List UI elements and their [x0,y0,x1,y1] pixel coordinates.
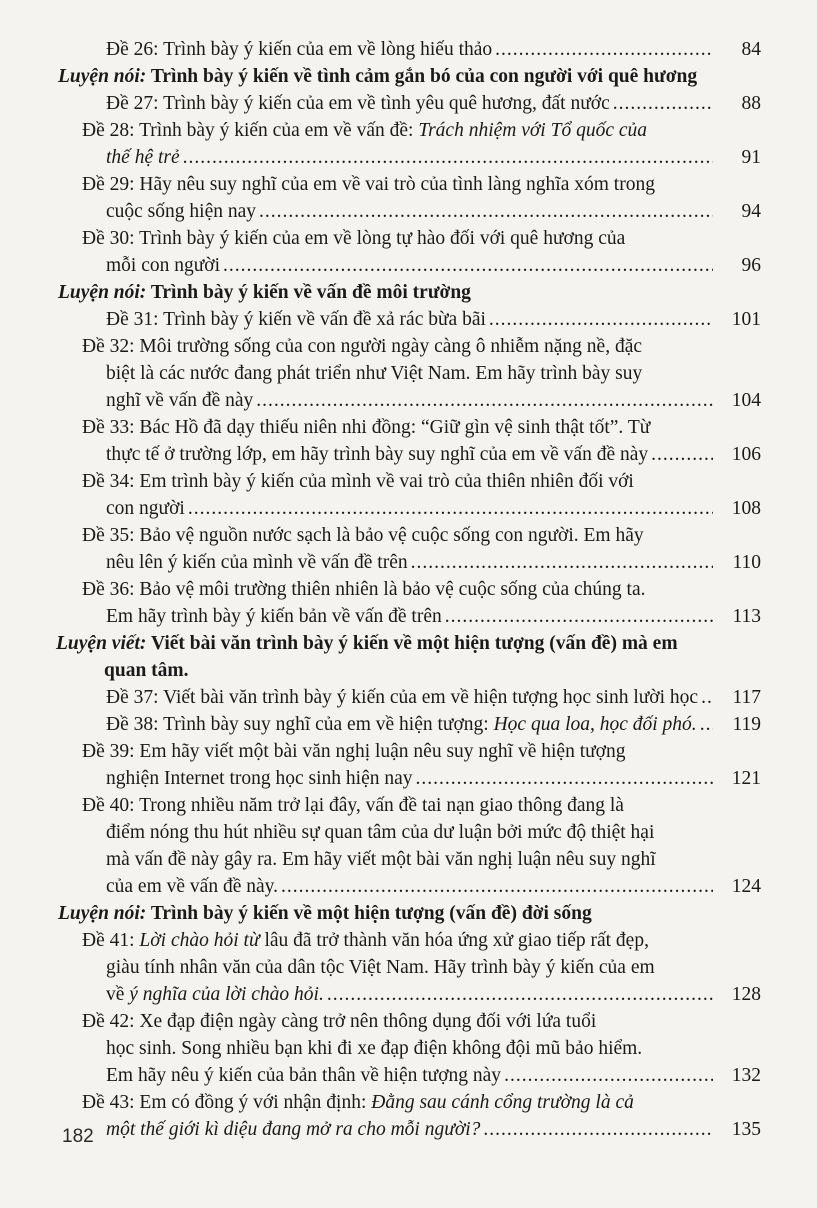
page-ref: 113 [732,606,761,627]
toc-section-heading: Luyện viết: Viết bài văn trình bày ý kiến về một hiện tượng (vấn đề) mà em quan tâm. [56,633,678,681]
toc-section-heading: Luyện nói: Trình bày ý kiến về tình cảm gắn bó của con người với quê hương [58,66,698,87]
toc-entry[interactable]: Đề 27: Trình bày ý kiến của em về tình yêu quê hương, đất nước ..... 88 [56,90,761,117]
toc-entry[interactable]: Đề 40: Trong nhiều năm trở lại đây, vấn đề tai nạn giao thông đang là điểm nóng thu hút nhiều sự quan tâm của dư luận bởi mức độ thiệt hại mà vấn đề này gây ra. Em hãy viết một bài văn nghị luận nêu suy nghĩ của em về vấn đề này. ..... 124 [56,792,761,900]
toc-entry[interactable]: Đề 41: Lời chào hỏi từ lâu đã trở thành văn hóa ứng xử giao tiếp rất đẹp, giàu tính nhân văn của dân tộc Việt Nam. Hãy trình bày ý kiến của em về ý nghĩa của lời chào hỏi. ..... 128 [56,927,761,1008]
toc-entry[interactable]: Đề 28: Trình bày ý kiến của em về vấn đề: Trách nhiệm với Tổ quốc của thế hệ trẻ ..... 91 [56,117,761,171]
toc-entry[interactable]: Đề 32: Môi trường sống của con người ngày càng ô nhiễm nặng nề, đặc biệt là các nước đang phát triển như Việt Nam. Em hãy trình bày suy nghĩ về vấn đề này ..... 104 [56,333,761,414]
toc-entry[interactable]: Đề 33: Bác Hồ đã dạy thiếu niên nhi đồng: “Giữ gìn vệ sinh thật tốt”. Từ thực tế ở trường lớp, em hãy trình bày suy nghĩ của em về vấn đề này ..... 106 [56,414,761,468]
page-ref: 108 [731,498,761,519]
toc-section-heading: Luyện nói: Trình bày ý kiến về một hiện tượng (vấn đề) đời sống [58,903,592,924]
page-ref: 135 [731,1119,761,1140]
page-ref: 128 [731,984,761,1005]
toc-entry[interactable]: Đề 34: Em trình bày ý kiến của mình về vai trò của thiên nhiên đối với con người ..... 108 [56,468,761,522]
page-ref: 106 [731,444,761,465]
page-ref: 121 [731,768,761,789]
page-ref: 110 [732,552,761,573]
toc-entry[interactable]: Đề 42: Xe đạp điện ngày càng trở nên thông dụng đối với lứa tuổi học sinh. Song nhiều bạn khi đi xe đạp điện không đội mũ bảo hiểm. Em hãy nêu ý kiến của bản thân về hiện tượng này ..... 132 [56,1008,761,1089]
toc-entry[interactable]: Đề 26: Trình bày ý kiến của em về lòng hiếu thảo ..... 84 [56,36,761,63]
toc-entry[interactable]: Đề 37: Viết bài văn trình bày ý kiến của em về hiện tượng học sinh lười học ..... 117 [56,684,761,711]
page-number: 182 [62,1126,94,1147]
toc-entry[interactable]: Đề 29: Hãy nêu suy nghĩ của em về vai trò của tình làng nghĩa xóm trong cuộc sống hiện nay ..... 94 [56,171,761,225]
toc-entry[interactable]: Đề 31: Trình bày ý kiến về vấn đề xả rác bừa bãi ..... 101 [56,306,761,333]
toc-section-heading: Luyện nói: Trình bày ý kiến về vấn đề môi trường [58,282,471,303]
page-ref: 124 [731,876,761,897]
toc-entry[interactable]: Đề 30: Trình bày ý kiến của em về lòng tự hào đối với quê hương của mỗi con người ..... 96 [56,225,761,279]
toc-entry[interactable]: Đề 35: Bảo vệ nguồn nước sạch là bảo vệ cuộc sống con người. Em hãy nêu lên ý kiến của mình về vấn đề trên ..... 110 [56,522,761,576]
toc-entry[interactable]: Đề 43: Em có đồng ý với nhận định: Đằng sau cánh cổng trường là cả một thế giới kì diệu đang mở ra cho mỗi người? ..... 135 [56,1089,761,1143]
page-ref: 117 [732,687,761,708]
page-ref: 132 [731,1065,761,1086]
page-ref: 101 [731,309,761,330]
table-of-contents [56,36,761,1143]
page-ref: 119 [732,714,761,735]
toc-entry[interactable]: Đề 36: Bảo vệ môi trường thiên nhiên là bảo vệ cuộc sống của chúng ta. Em hãy trình bày ý kiến bản về vấn đề trên ..... 113 [56,576,761,630]
toc-entry[interactable]: Đề 38: Trình bày suy nghĩ của em về hiện tượng: Học qua loa, học đối phó. ..... 119 [56,711,761,738]
toc-entry[interactable]: Đề 39: Em hãy viết một bài văn nghị luận nêu suy nghĩ về hiện tượng nghiện Internet trong học sinh hiện nay ..... 121 [56,738,761,792]
page-ref: 104 [731,390,761,411]
